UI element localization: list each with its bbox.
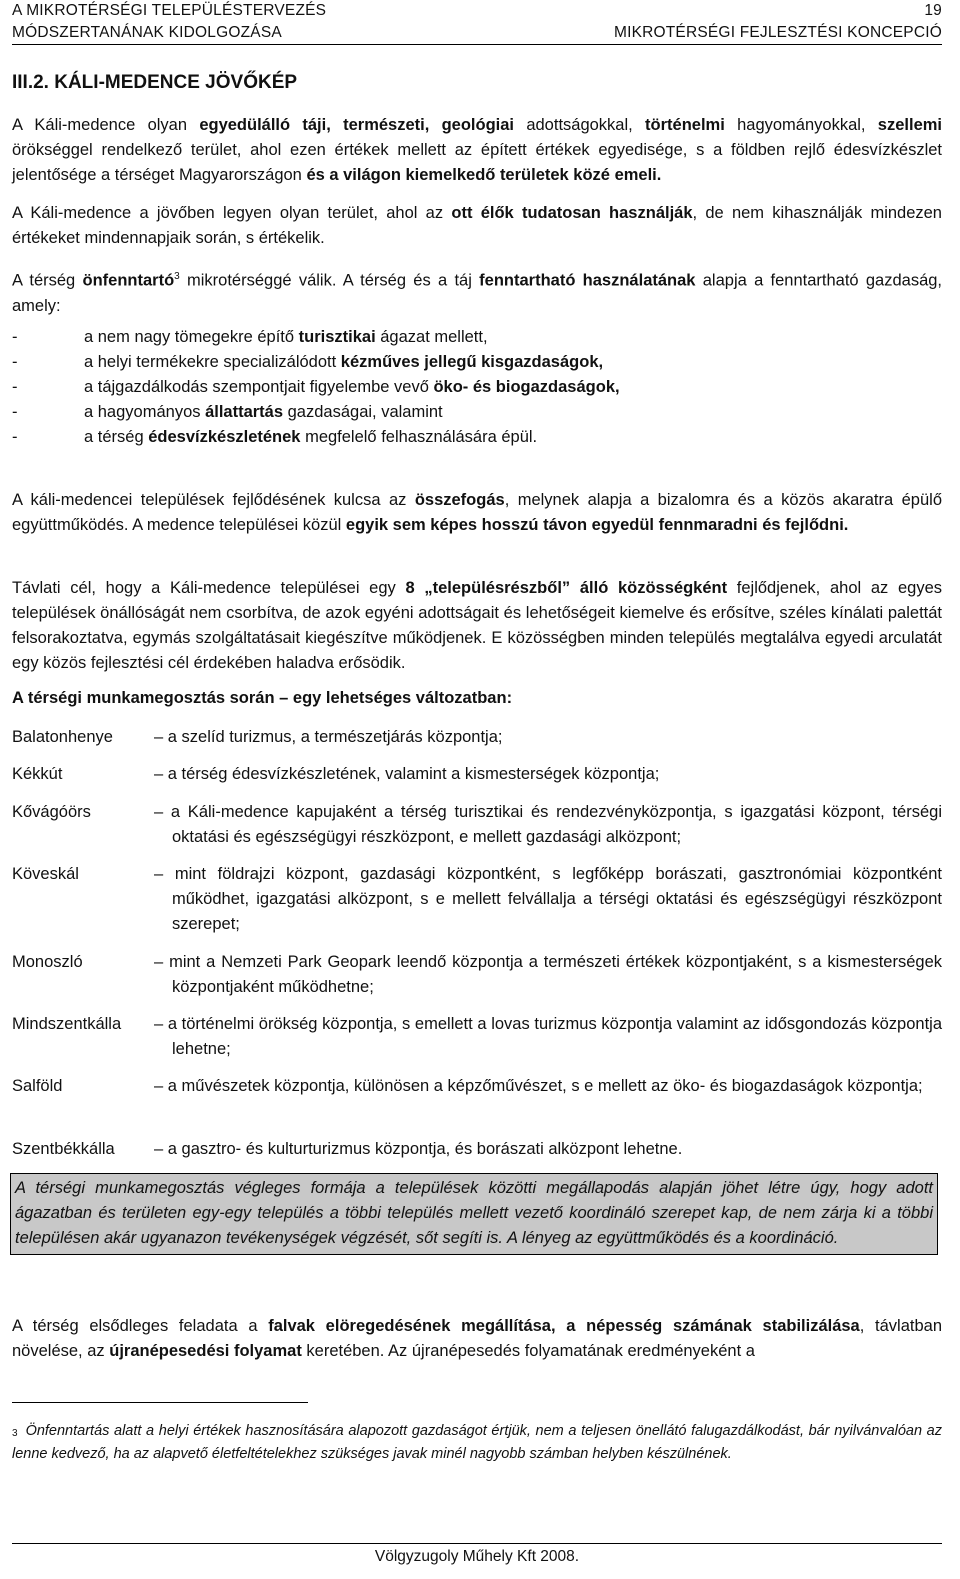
future-paragraph: A Káli-medence a jövőben legyen olyan terület, ahol az ott élők tudatosan használják, de nem kihasználják mindezen értékeket mindennapjaik során, s értékelik. [12,204,942,247]
village-role: – a térség édesvízkészletének, valamint a kismesterségek központja; [154,765,660,783]
village-name: Köveskál [12,865,79,883]
village-role: – mint a Nemzeti Park Geopark leendő központja a természeti értékek központjaként, s a kismesterségek központjaként működhetne; [154,953,942,996]
highlight-box [10,1173,938,1255]
village-role: – mint földrajzi központ, gazdasági központként, s legfőképp borászati, gasztronómiai központként működhet, igazgatási alközpont, s e mellett felvállalja a térségi oktatási és egészségügyi részközpont szerepet; [154,865,942,933]
header-left-line1: A MIKROTÉRSÉGI TELEPÜLÉSTERVEZÉS [12,2,327,19]
village-name: Kékkút [12,765,63,783]
primary-task-paragraph: A térség elsődleges feladata a falvak elöregedésének megállítása, a népesség számának stabilizálása, távlatban növelése, az újranépesedési folyamat keretében. Az újranépesedés folyamatának eredményeként a [12,1317,942,1360]
village-role: – a gasztro- és kulturturizmus központja, és borászati alközpont lehetne. [154,1140,683,1158]
village-role: – a történelmi örökség központja, s emellett a lovas turizmus központja valamint az idősgondozás központja lehetne; [154,1015,942,1058]
list-item: - a nem nagy tömegekre építő turisztikai ágazat mellett, [12,325,942,350]
page-footer: Völgyzugoly Műhely Kft 2008. [12,1543,942,1566]
village-name: Monoszló [12,953,83,971]
village-row [12,950,942,1000]
village-name: Salföld [12,1077,63,1095]
header-left-line2: MÓDSZERTANÁNAK KIDOLGOZÁSA [12,24,282,41]
highlight-text: A térségi munkamegosztás végleges formája a települések közötti megállapodás alapján jöhet létre úgy, hogy adott ágazatban és területen egy-egy település a többi település mellett vezető koordináló szerepet kap, de nem zárja ki a többi településen akár ugyanazon tevékenységek végzését, sőt segíti is. A lényeg az együttműködés és a koordináció. [15,1179,933,1247]
longterm-paragraph: Távlati cél, hogy a Káli-medence települései egy 8 „településrészből” álló közösségként fejlődjenek, ahol az egyes települések önállóságát nem csorbítva, de azok egyéni adottságait és lehetőségeit kiemelve és erősítve, széles kínálati palettát felsorakoztatva, egymás szolgáltatásait kiegészítve működjenek. E közösségben minden település megtalálva egyedi arculatát egy közös fejlesztési cél érdekében haladva erősödik. [12,579,943,672]
intro-paragraph: A Káli-medence olyan egyedülálló táji, természeti, geológiai adottságokkal, történelmi hagyományokkal, szellemi örökséggel rendelkező terület, ahol ezen értékek mellett az épített értékek egyedisége, s a földben rejlő édesvízkészlet jelentősége a térséget Magyarországon és a világon kiemelkedő területek közé emeli. [12,116,943,184]
list-item: - a helyi termékekre specializálódott kézműves jellegű kisgazdaságok, [12,350,942,375]
section-title: III.2. KÁLI-MEDENCE JÖVŐKÉP [12,72,298,93]
village-row [12,800,942,850]
running-header-top [12,2,942,20]
village-name: Mindszentkálla [12,1015,122,1033]
village-row [12,725,942,750]
village-name: Kővágóörs [12,803,91,821]
footnote-separator [12,1402,308,1403]
footnote-text: Önfenntartás alatt a helyi értékek hasznosítására alapozott gazdaságot értjük, nem a teljesen önellátó falugazdálkodást, bár nyilvánvalóan az lenne kedvező, ha az alapvető életfeltételekhez szükséges javak minél nagyobb számban helyben készülnének. [12,1423,942,1462]
village-role: – a művészetek központja, különösen a képzőművészet, s e mellett az öko- és biogazdaságok központja; [154,1077,923,1095]
list-item: - a tájgazdálkodás szempontjait figyelembe vevő öko- és biogazdaságok, [12,375,942,400]
division-heading: A térségi munkamegosztás során – egy lehetséges változatban: [12,689,513,707]
header-right-line2: MIKROTÉRSÉGI FEJLESZTÉSI KONCEPCIÓ [613,24,942,41]
cooperation-paragraph: A káli-medencei települések fejlődésének kulcsa az összefogás, melynek alapja a bizalomra és a közös akaratra épülő együttműködés. A medence települései közül egyik sem képes hosszú távon egyedül fennmaradni és fejlődni. [12,491,942,534]
village-row [12,1137,942,1162]
page-number: 19 [924,2,942,19]
economy-list [12,325,942,450]
village-name: Balatonhenye [12,728,113,746]
list-item: - a térség édesvízkészletének megfelelő felhasználására épül. [12,425,942,450]
footnote-ref: 3 [174,271,180,282]
list-item: - a hagyományos állattartás gazdaságai, valamint [12,400,942,425]
village-row [12,762,942,787]
village-row [12,862,942,937]
footnote [12,1420,942,1466]
sustain-paragraph: A térség önfenntartó$^3$ mikrotérséggé válik. A térség és a táj fenntartható használatának alapja a fenntartható gazdaság, amely: [12,271,943,315]
village-row [12,1074,942,1099]
village-role: – a Káli-medence kapujaként a térség turisztikai és rendezvényközpontja, s igazgatási központ, térségi oktatási és egészségügyi részközpont, e mellett gazdasági alközpont; [154,803,942,846]
running-header-bottom [12,24,942,45]
footnote-mark: 3 [12,1428,18,1439]
village-name: Szentbékkálla [12,1140,115,1158]
village-role: – a szelíd turizmus, a természetjárás központja; [154,728,503,746]
village-row [12,1012,942,1062]
